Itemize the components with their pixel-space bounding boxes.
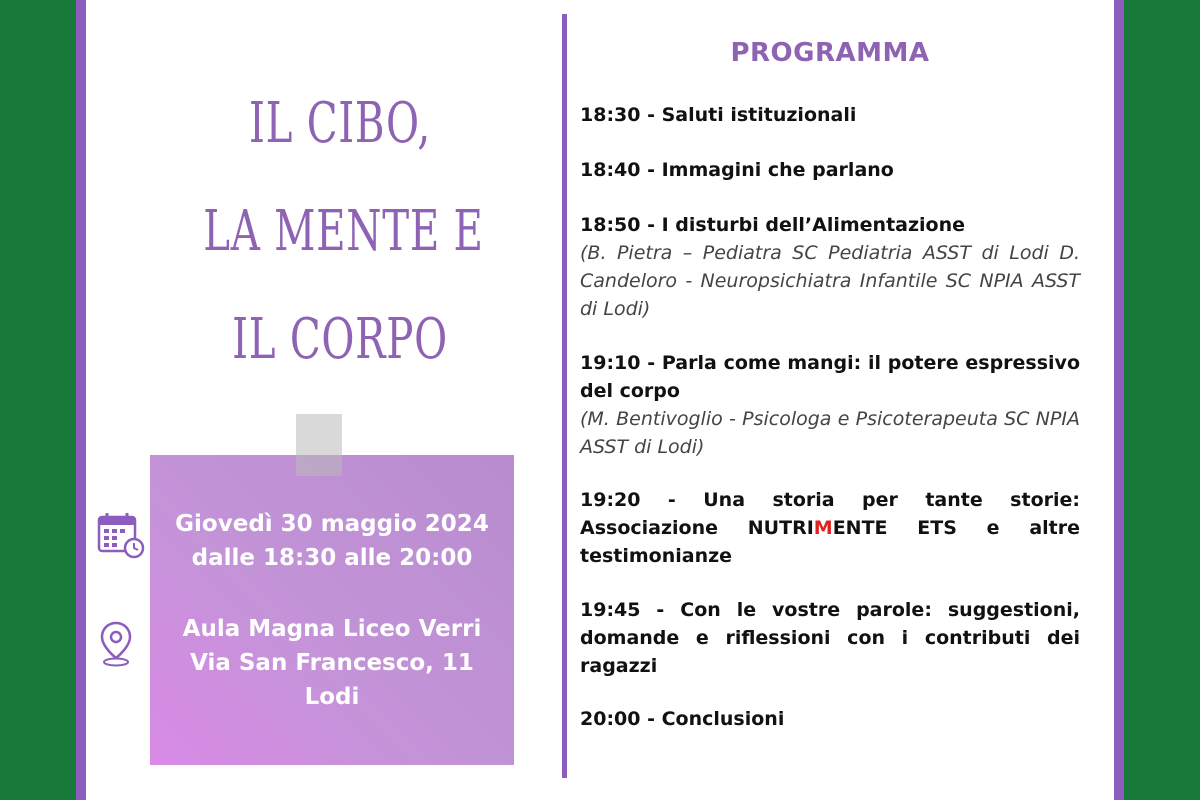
event-time: dalle 18:30 alle 20:00	[191, 545, 473, 571]
calendar-icon	[96, 510, 146, 560]
program-item-text: ETS e altre testimonianze	[580, 517, 1081, 567]
title-line-1: IL CIBO,	[249, 91, 431, 156]
event-when	[150, 507, 514, 575]
event-title	[203, 70, 484, 394]
event-place: Aula Magna Liceo Verri	[182, 616, 482, 642]
event-where	[150, 612, 514, 714]
event-date: Giovedì 30 maggio 2024	[175, 511, 489, 537]
program-item-title: 18:40 - Immagini che parlano	[580, 159, 894, 181]
program-item	[580, 211, 1080, 323]
tape-strip	[296, 414, 342, 476]
program-item-title	[580, 486, 1080, 570]
program-item-title: 18:30 - Saluti istituzionali	[580, 104, 857, 126]
program-item-title: 19:10 - Parla come mangi: il potere espressivo del corpo	[580, 352, 1080, 402]
brand-m-highlight: M	[813, 517, 833, 539]
program-item	[580, 705, 1080, 733]
brand-nutri: NUTRI	[747, 517, 814, 539]
program-item	[580, 596, 1080, 680]
program-item	[580, 156, 1080, 184]
program-item-title: 20:00 - Conclusioni	[580, 708, 785, 730]
program-item-title: 18:50 - I disturbi dell’Alimentazione	[580, 214, 966, 236]
programma-heading: PROGRAMMA	[730, 38, 930, 68]
brand-ente: ENTE	[832, 517, 888, 539]
program-item	[580, 349, 1080, 461]
program-item-title: 19:45 - Con le vostre parole: suggestioni, domande e riflessioni con i contributi dei ragazzi	[580, 599, 1080, 677]
event-city: Lodi	[304, 684, 360, 710]
title-line-2: LA MENTE E	[203, 199, 484, 264]
program-item-speakers: (M. Bentivoglio - Psicologa e Psicoterapeuta SC NPIA ASST di Lodi)	[580, 408, 1080, 458]
event-address: Via San Francesco, 11	[190, 650, 474, 676]
column-divider	[562, 14, 567, 778]
location-pin-icon	[98, 620, 134, 668]
program-item	[580, 486, 1080, 570]
sticky-note	[150, 455, 514, 765]
program-item	[580, 101, 1080, 129]
program-item-speakers: (B. Pietra – Pediatra SC Pediatria ASST di Lodi D. Candeloro - Neuropsichiatra Infantile SC NPIA ASST di Lodi)	[580, 242, 1080, 320]
program-item-text: 19:20 - Una storia per tante storie: Associazione	[580, 489, 1080, 539]
title-line-3: IL CORPO	[232, 307, 448, 372]
